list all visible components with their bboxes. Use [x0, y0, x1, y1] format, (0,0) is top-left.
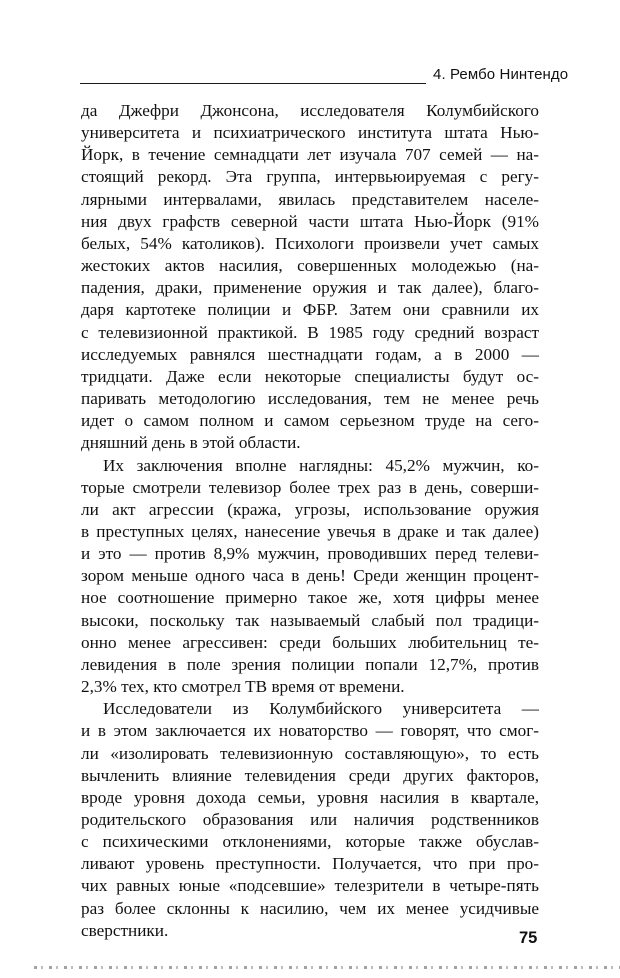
text-line: зором меньше одного часа в день! Среди женщин процент-: [81, 566, 539, 586]
text-line: даря картотеке полиции и ФБР. Затем они сравнили их: [81, 300, 539, 320]
header-rule: [80, 83, 426, 84]
text-line: и в этом заключается их новаторство — говорят, что смог-: [81, 721, 539, 741]
text-line: Их заключения вполне наглядны: 45,2% мужчин, ко-: [103, 455, 539, 475]
text-line: белых, 54% католиков). Психологи произвели учет самых: [81, 233, 539, 253]
text-line: с телевизионной практикой. В 1985 году средний возраст: [81, 322, 539, 342]
text-line: ное соотношение примерно такое же, хотя цифры менее: [81, 588, 539, 608]
running-head: 4. Рембо Нинтендо: [433, 66, 569, 83]
text-line: Исследователи из Колумбийского университета —: [103, 699, 539, 719]
text-line: университета и психиатрического института штата Нью-: [81, 123, 539, 143]
text-line: лярными интервалами, явилась представителем населе-: [81, 189, 539, 209]
text-line: дняшний день в этой области.: [81, 433, 301, 453]
text-line: родительского образования или наличия родственников: [81, 810, 539, 829]
text-line: левидения в поле зрения полиции попали 12,7%, против: [81, 654, 539, 674]
text-line: жестоких актов насилия, совершенных молодежью (на-: [81, 256, 539, 276]
text-line: исследуемых равнялся шестнадцати годам, а в 2000 —: [81, 344, 539, 364]
text-line: ли акт агрессии (кража, угрозы, использование оружия: [81, 499, 539, 519]
text-line: и это — против 8,9% мужчин, проводивших перед телеви-: [81, 544, 539, 564]
paragraph: [81, 100, 539, 455]
page-number: 75: [519, 929, 538, 947]
text-line: сверстники.: [81, 920, 169, 940]
text-line: раз более склонны к насилию, чем их менее усидчивые: [81, 898, 539, 918]
text-line: да Джефри Джонсона, исследователя Колумбийского: [81, 101, 539, 120]
text-line: чих равных юные «подсевшие» телезрители в четыре-пять: [81, 876, 539, 896]
text-line: ния двух графств северной части штата Нью-Йорк (91%: [81, 211, 539, 231]
text-line: онно менее агрессивен: среди больших любительниц те-: [81, 632, 539, 652]
text-line: Йорк, в течение семнадцати лет изучала 707 семей — на-: [81, 145, 539, 165]
text-line: паривать методологию исследования, тем не менее речь: [81, 389, 539, 409]
text-line: с психическими отклонениями, которые также обуслав-: [81, 832, 539, 852]
text-line: тридцати. Даже если некоторые специалисты будут ос-: [81, 366, 539, 386]
scan-edge-artifact: [34, 966, 620, 969]
text-line: 2,3% тех, кто смотрел ТВ время от времени.: [81, 677, 405, 697]
paragraph: [81, 698, 539, 942]
text-line: торые смотрели телевизор более трех раз в день, соверши-: [81, 477, 539, 497]
body-text: [81, 100, 539, 942]
text-line: падения, драки, применение оружия и так далее), благо-: [81, 278, 539, 298]
text-line: в преступных целях, нанесение увечья в драке и так далее): [81, 521, 539, 541]
paragraph: [81, 455, 539, 699]
text-line: ли «изолировать телевизионную составляющую», то есть: [81, 743, 539, 763]
text-line: вроде уровня дохода семьи, уровня насилия в квартале,: [81, 787, 539, 807]
text-line: ливают уровень преступности. Получается, что при про-: [81, 854, 539, 874]
text-line: стоящий рекорд. Эта группа, интервьюируемая с регу-: [81, 167, 539, 187]
text-line: вычленить влияние телевидения среди других факторов,: [81, 765, 539, 785]
text-line: высоки, поскольку так называемый слабый пол традици-: [81, 610, 539, 630]
text-line: идет о самом полном и самом серьезном труде на сего-: [81, 411, 539, 431]
